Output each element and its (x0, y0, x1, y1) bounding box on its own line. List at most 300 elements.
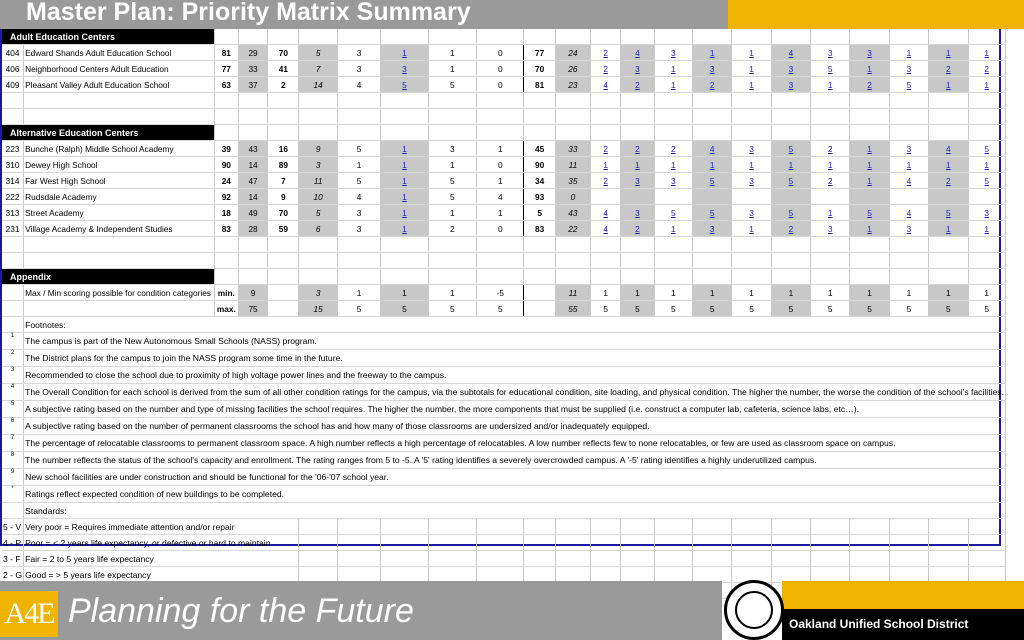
footnote-text: The campus is part of the New Autonomous Small Schools (NASS) program. (24, 333, 1006, 350)
score-cell: 35 (555, 173, 590, 189)
cell (477, 125, 524, 141)
score-cell: 10 (299, 189, 337, 205)
rating-cell: 1 (771, 157, 810, 173)
cell (591, 29, 621, 45)
rating-cell: 2 (929, 173, 968, 189)
appendix-rating-cell: 1 (771, 285, 810, 301)
cell (381, 237, 428, 253)
cell (2, 503, 24, 519)
cell (929, 125, 968, 141)
score-cell: 1 (381, 157, 428, 173)
rating-cell: 3 (889, 141, 928, 157)
cell (2, 93, 24, 109)
blank-row (2, 93, 1005, 109)
school-id: 313 (2, 205, 24, 221)
cell (337, 551, 380, 567)
cell (654, 519, 692, 535)
cell (477, 551, 524, 567)
rating-cell (692, 189, 731, 205)
cell (732, 93, 771, 109)
cell (968, 535, 1005, 551)
cell (771, 519, 810, 535)
rating-cell: 5 (771, 173, 810, 189)
score-cell: 0 (477, 77, 524, 93)
overall-cell: 77 (214, 61, 238, 77)
rating-cell (811, 189, 850, 205)
school-name: Far West High School (24, 173, 215, 189)
blank-row (2, 253, 1005, 269)
cell (732, 125, 771, 141)
cell (428, 125, 476, 141)
cell (654, 125, 692, 141)
cell (299, 535, 337, 551)
cell (2, 285, 24, 301)
cell (524, 269, 555, 285)
score-cell: 77 (524, 45, 555, 61)
appendix-rating-cell: 1 (621, 285, 654, 301)
school-name: Pleasant Valley Adult Education School (24, 77, 215, 93)
cell (299, 253, 337, 269)
cell (268, 93, 299, 109)
cell (24, 301, 215, 317)
appendix-cell: 5 (477, 301, 524, 317)
standards-label: Standards: (24, 503, 1006, 519)
cell (811, 93, 850, 109)
school-row (2, 189, 1005, 205)
score-cell: 93 (524, 189, 555, 205)
cell (621, 269, 654, 285)
appendix-rating-cell: 5 (929, 301, 968, 317)
rating-cell: 1 (732, 61, 771, 77)
cell (591, 125, 621, 141)
cell (337, 535, 380, 551)
rating-cell (591, 189, 621, 205)
cell (477, 269, 524, 285)
score-cell: 1 (477, 173, 524, 189)
school-row (2, 45, 1005, 61)
score-cell: 1 (477, 141, 524, 157)
rating-cell (968, 189, 1005, 205)
score-cell: 3 (337, 205, 380, 221)
rating-cell: 4 (889, 205, 928, 221)
rating-cell: 3 (654, 45, 692, 61)
cell (929, 109, 968, 125)
cell (889, 269, 928, 285)
appendix-cell: 11 (555, 285, 590, 301)
cell (524, 109, 555, 125)
score-cell: 1 (381, 173, 428, 189)
cell (337, 125, 380, 141)
rating-cell: 1 (654, 157, 692, 173)
score-cell: 6 (299, 221, 337, 237)
cell (555, 109, 590, 125)
rating-cell: 4 (621, 45, 654, 61)
cell (850, 237, 889, 253)
rating-cell: 1 (850, 173, 889, 189)
cell (929, 93, 968, 109)
cell (850, 519, 889, 535)
school-row (2, 157, 1005, 173)
rating-cell: 1 (968, 45, 1005, 61)
cell (524, 125, 555, 141)
score-cell: 5 (337, 173, 380, 189)
cell (771, 29, 810, 45)
cell (850, 269, 889, 285)
cell (238, 93, 267, 109)
cell (654, 237, 692, 253)
cell (692, 519, 731, 535)
score-cell: 89 (268, 157, 299, 173)
cell (268, 109, 299, 125)
school-row (2, 173, 1005, 189)
cell (477, 535, 524, 551)
cell (268, 253, 299, 269)
score-cell: 26 (555, 61, 590, 77)
cell (771, 125, 810, 141)
score-cell: 0 (477, 45, 524, 61)
cell (968, 29, 1005, 45)
cell (929, 269, 968, 285)
cell (238, 125, 267, 141)
cell (621, 29, 654, 45)
score-cell: 1 (428, 157, 476, 173)
score-cell: 3 (337, 45, 380, 61)
footnote-mark: 5 (2, 401, 24, 418)
cell (428, 551, 476, 567)
cell (268, 29, 299, 45)
footnote-text: A subjective rating based on the number of permanent classrooms the school has and how many of those classrooms are undersized and/or inadequately equipped. (24, 418, 1006, 435)
cell (621, 109, 654, 125)
cell (692, 29, 731, 45)
score-cell: 22 (555, 221, 590, 237)
cell (929, 253, 968, 269)
rating-cell: 5 (850, 205, 889, 221)
score-cell: 1 (337, 157, 380, 173)
blank-row (2, 237, 1005, 253)
cell (771, 109, 810, 125)
appendix-rating-cell: 5 (850, 301, 889, 317)
cell (771, 93, 810, 109)
score-cell: 83 (524, 221, 555, 237)
appendix-cell: -5 (477, 285, 524, 301)
cell (337, 237, 380, 253)
score-cell: 5 (299, 45, 337, 61)
cell (2, 253, 24, 269)
appendix-cell: 5 (337, 301, 380, 317)
rating-cell: 1 (811, 205, 850, 221)
rating-cell: 3 (811, 221, 850, 237)
rating-cell: 1 (889, 45, 928, 61)
rating-cell: 5 (929, 205, 968, 221)
score-cell: 1 (381, 205, 428, 221)
cell (771, 535, 810, 551)
school-row (2, 221, 1005, 237)
rating-cell: 2 (968, 61, 1005, 77)
cell (299, 29, 337, 45)
cell (732, 237, 771, 253)
cell (621, 125, 654, 141)
score-cell: 49 (238, 205, 267, 221)
cell (732, 551, 771, 567)
rating-cell: 1 (732, 221, 771, 237)
score-cell: 24 (555, 45, 590, 61)
rating-cell: 2 (621, 221, 654, 237)
cell (238, 269, 267, 285)
score-cell: 1 (428, 45, 476, 61)
score-cell: 16 (268, 141, 299, 157)
cell (428, 519, 476, 535)
cell (299, 125, 337, 141)
cell (811, 551, 850, 567)
rating-cell: 1 (968, 221, 1005, 237)
score-cell: 43 (555, 205, 590, 221)
score-cell: 11 (299, 173, 337, 189)
footer-title: Planning for the Future (68, 592, 414, 630)
cell (555, 93, 590, 109)
cell (811, 125, 850, 141)
district-name: Oakland Unified School District (789, 617, 969, 631)
score-cell: 70 (268, 205, 299, 221)
rating-cell: 3 (621, 205, 654, 221)
cell (968, 93, 1005, 109)
cell (654, 93, 692, 109)
cell (929, 535, 968, 551)
appendix-rating-cell: 1 (850, 285, 889, 301)
cell (477, 93, 524, 109)
cell (968, 269, 1005, 285)
cell (889, 253, 928, 269)
cell (732, 29, 771, 45)
cell (968, 237, 1005, 253)
a4e-logo: A4E (0, 591, 58, 637)
cell (24, 93, 215, 109)
rating-cell: 5 (968, 141, 1005, 157)
cell (524, 519, 555, 535)
footnote-text: Recommended to close the school due to proximity of high voltage power lines and the freeway to the campus. (24, 367, 1006, 384)
score-cell: 70 (524, 61, 555, 77)
cell (621, 253, 654, 269)
cell (24, 109, 215, 125)
score-cell: 47 (238, 173, 267, 189)
rating-cell: 3 (692, 221, 731, 237)
footnote-row (2, 452, 1005, 469)
rating-cell: 1 (850, 157, 889, 173)
score-cell: 1 (381, 45, 428, 61)
school-name: Dewey High School (24, 157, 215, 173)
standard-code: 4 - P (2, 535, 24, 551)
cell (2, 109, 24, 125)
rating-cell: 1 (929, 221, 968, 237)
cell (268, 285, 299, 301)
appendix-cell: 15 (299, 301, 337, 317)
cell (889, 551, 928, 567)
cell (850, 109, 889, 125)
cell (299, 269, 337, 285)
standard-code: 5 - V (2, 519, 24, 535)
rating-cell: 1 (929, 77, 968, 93)
cell (477, 519, 524, 535)
cell (428, 535, 476, 551)
cell (238, 253, 267, 269)
cell (428, 269, 476, 285)
score-cell: 5 (524, 205, 555, 221)
cell (968, 519, 1005, 535)
overall-cell: 39 (214, 141, 238, 157)
rating-cell: 3 (889, 61, 928, 77)
cell (621, 237, 654, 253)
cell (771, 269, 810, 285)
score-cell: 81 (524, 77, 555, 93)
cell (299, 519, 337, 535)
overall-cell: 24 (214, 173, 238, 189)
cell (477, 253, 524, 269)
rating-cell: 1 (929, 45, 968, 61)
cell (381, 519, 428, 535)
rating-cell: 5 (692, 173, 731, 189)
rating-cell: 2 (929, 61, 968, 77)
cell (889, 237, 928, 253)
appendix-rating-cell: 1 (929, 285, 968, 301)
cell (428, 93, 476, 109)
score-cell: 3 (337, 221, 380, 237)
cell (732, 535, 771, 551)
cell (889, 535, 928, 551)
standards-label-row (2, 503, 1005, 519)
cell (591, 269, 621, 285)
rating-cell: 1 (621, 157, 654, 173)
cell (555, 519, 590, 535)
appendix-cell: 3 (299, 285, 337, 301)
cell (654, 109, 692, 125)
cell (337, 109, 380, 125)
rating-cell: 2 (811, 141, 850, 157)
cell (591, 253, 621, 269)
school-row (2, 141, 1005, 157)
standard-row (2, 551, 1005, 567)
rating-cell: 4 (591, 77, 621, 93)
cell (811, 253, 850, 269)
rating-cell (654, 189, 692, 205)
cell (214, 29, 238, 45)
school-row (2, 77, 1005, 93)
cell (621, 93, 654, 109)
section-header-appendix: Appendix (2, 269, 214, 285)
cell (477, 237, 524, 253)
rating-cell: 4 (591, 221, 621, 237)
footnote-row (2, 418, 1005, 435)
cell (850, 535, 889, 551)
standard-text: Very poor = Requires immediate attention and/or repair (24, 519, 299, 535)
cell (555, 125, 590, 141)
school-name: Neighborhood Centers Adult Education (24, 61, 215, 77)
cell (591, 535, 621, 551)
overall-cell: 92 (214, 189, 238, 205)
rating-cell: 1 (889, 157, 928, 173)
cell (555, 237, 590, 253)
appendix-rating-cell: 5 (591, 301, 621, 317)
cell (591, 109, 621, 125)
rating-cell: 2 (654, 141, 692, 157)
rating-cell: 3 (732, 205, 771, 221)
cell (692, 125, 731, 141)
cell (381, 29, 428, 45)
footnote-mark: 1 (2, 333, 24, 350)
score-cell: 4 (337, 189, 380, 205)
cell (381, 269, 428, 285)
cell (524, 29, 555, 45)
cell (2, 237, 24, 253)
score-cell: 43 (238, 141, 267, 157)
cell (811, 109, 850, 125)
score-cell: 9 (299, 141, 337, 157)
rating-cell: 2 (591, 61, 621, 77)
cell (654, 551, 692, 567)
page-title: Master Plan: Priority Matrix Summary (26, 0, 471, 26)
appendix-rating-cell: 1 (654, 285, 692, 301)
appendix-rating-cell: 1 (692, 285, 731, 301)
score-cell: 3 (337, 61, 380, 77)
footnote-mark: 3 (2, 367, 24, 384)
cell (524, 253, 555, 269)
rating-cell: 3 (692, 61, 731, 77)
cell (889, 29, 928, 45)
appendix-max-label: max. (214, 301, 238, 317)
appendix-rating-cell: 1 (732, 285, 771, 301)
score-cell: 28 (238, 221, 267, 237)
section-header-adult: Adult Education Centers (2, 29, 214, 45)
rating-cell: 1 (732, 45, 771, 61)
cell (268, 125, 299, 141)
footnote-mark: 9 (2, 469, 24, 486)
school-name: Street Academy (24, 205, 215, 221)
rating-cell: 2 (591, 45, 621, 61)
cell (732, 519, 771, 535)
score-cell: 0 (477, 157, 524, 173)
cell (428, 109, 476, 125)
appendix-min-label: min. (214, 285, 238, 301)
cell (524, 285, 555, 301)
appendix-cell: 55 (555, 301, 590, 317)
score-cell: 7 (299, 61, 337, 77)
cell (889, 519, 928, 535)
footnote-mark: 8 (2, 452, 24, 469)
score-cell: 41 (268, 61, 299, 77)
score-cell: 3 (381, 61, 428, 77)
cell (477, 29, 524, 45)
score-cell: 33 (238, 61, 267, 77)
blank-row (2, 109, 1005, 125)
score-cell: 1 (381, 189, 428, 205)
rating-cell: 5 (771, 205, 810, 221)
school-name: Bunche (Ralph) Middle School Academy (24, 141, 215, 157)
cell (811, 29, 850, 45)
standard-code: 2 - G (2, 567, 24, 583)
rating-cell: 1 (654, 221, 692, 237)
rating-cell: 3 (771, 77, 810, 93)
appendix-row (2, 301, 1005, 317)
footnote-row (2, 350, 1005, 367)
appendix-rating-cell: 5 (889, 301, 928, 317)
cell (771, 253, 810, 269)
footnote-row (2, 469, 1005, 486)
cell (692, 253, 731, 269)
rating-cell: 1 (929, 157, 968, 173)
score-cell: 0 (477, 61, 524, 77)
score-cell: 33 (555, 141, 590, 157)
footnotes-label: Footnotes: (24, 317, 1006, 333)
rating-cell: 4 (929, 141, 968, 157)
rating-cell: 5 (692, 205, 731, 221)
